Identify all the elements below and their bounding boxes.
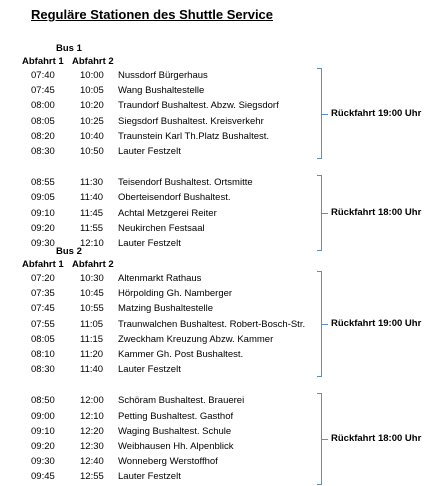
return-group-bracket bbox=[317, 271, 322, 377]
schedule-row bbox=[0, 456, 320, 471]
departure-1-time: 09:10 bbox=[31, 425, 55, 437]
station-name: Zweckham Kreuzung Abzw. Kammer bbox=[118, 333, 274, 345]
return-group-bracket bbox=[317, 175, 322, 251]
station-name: Petting Bushaltest. Gasthof bbox=[118, 410, 234, 422]
station-name: Lauter Festzelt bbox=[118, 146, 181, 157]
departure-1-time: 09:05 bbox=[31, 192, 55, 204]
station-name: Traunstein Karl Th.Platz Bushaltest. bbox=[118, 130, 270, 142]
return-time-label: Rückfahrt 19:00 Uhr bbox=[331, 107, 422, 119]
station-name: Wonneberg Werstoffhof bbox=[118, 456, 218, 468]
departure-1-time: 08:50 bbox=[31, 395, 55, 407]
departure-2-time: 11:40 bbox=[80, 364, 104, 376]
departure-2-time: 11:05 bbox=[80, 318, 104, 330]
column-header-departure-2: Abfahrt 2 bbox=[72, 56, 114, 67]
departure-2-time: 12:10 bbox=[80, 410, 104, 422]
station-name: Weibhausen Hh. Alpenblick bbox=[118, 441, 234, 452]
station-name: Kammer Gh. Post Bushaltest. bbox=[118, 349, 244, 360]
schedule-row bbox=[0, 70, 320, 85]
schedule-row bbox=[0, 208, 320, 223]
departure-2-time: 10:50 bbox=[80, 146, 104, 157]
schedule-row bbox=[0, 319, 320, 334]
return-time-label: Rückfahrt 18:00 Uhr bbox=[331, 207, 422, 219]
return-time-label: Rückfahrt 19:00 Uhr bbox=[331, 318, 422, 330]
departure-1-time: 08:00 bbox=[31, 100, 55, 112]
schedule-row bbox=[0, 288, 320, 303]
schedule-row bbox=[0, 85, 320, 100]
station-name: Achtal Metzgerei Reiter bbox=[118, 207, 217, 219]
station-name: Nussdorf Bürgerhaus bbox=[118, 70, 208, 81]
departure-2-time: 11:30 bbox=[80, 177, 104, 189]
station-name: Altenmarkt Rathaus bbox=[118, 273, 202, 284]
departure-2-time: 11:55 bbox=[80, 222, 104, 234]
station-name: Lauter Festzelt bbox=[118, 238, 181, 249]
departure-2-time: 12:10 bbox=[80, 238, 104, 249]
departure-2-time: 11:45 bbox=[80, 207, 104, 219]
station-name: Siegsdorf Bushaltest. Kreisverkehr bbox=[118, 115, 264, 127]
station-name: Lauter Festzelt bbox=[118, 364, 181, 376]
schedule-row bbox=[0, 349, 320, 364]
departure-1-time: 07:35 bbox=[31, 288, 55, 300]
schedule-row bbox=[0, 364, 320, 379]
departure-1-time: 09:20 bbox=[31, 441, 55, 452]
departure-2-time: 12:55 bbox=[80, 471, 104, 483]
station-name: Traunwalchen Bushaltest. Robert-Bosch-Str. bbox=[118, 318, 306, 330]
departure-1-time: 09:30 bbox=[31, 456, 55, 468]
departure-2-time: 10:55 bbox=[80, 303, 104, 315]
schedule-row bbox=[0, 192, 320, 207]
page-title: Reguläre Stationen des Shuttle Service bbox=[31, 7, 274, 22]
departure-1-time: 08:55 bbox=[31, 177, 55, 189]
departure-1-time: 08:30 bbox=[31, 364, 55, 376]
departure-2-time: 11:20 bbox=[80, 349, 104, 360]
departure-2-time: 11:15 bbox=[80, 333, 104, 345]
departure-2-time: 10:25 bbox=[80, 115, 104, 127]
schedule-row bbox=[0, 223, 320, 238]
departure-2-time: 10:20 bbox=[80, 100, 104, 112]
departure-1-time: 07:55 bbox=[31, 318, 55, 330]
schedule-row bbox=[0, 334, 320, 349]
departure-1-time: 08:30 bbox=[31, 146, 55, 157]
departure-2-time: 12:00 bbox=[80, 395, 104, 407]
schedule-row bbox=[0, 273, 320, 288]
departure-1-time: 08:05 bbox=[31, 333, 55, 345]
departure-2-time: 10:45 bbox=[80, 288, 104, 300]
station-name: Schöram Bushaltest. Brauerei bbox=[118, 395, 245, 407]
departure-1-time: 09:45 bbox=[31, 471, 55, 483]
station-name: Oberteisendorf Bushaltest. bbox=[118, 192, 231, 204]
departure-1-time: 07:45 bbox=[31, 303, 55, 315]
column-header-departure-1: Abfahrt 1 bbox=[22, 259, 64, 270]
schedule-row bbox=[0, 411, 320, 426]
departure-2-time: 10:00 bbox=[80, 70, 104, 81]
departure-2-time: 12:20 bbox=[80, 425, 104, 437]
column-header-departure-2: Abfahrt 2 bbox=[72, 259, 114, 270]
schedule-row bbox=[0, 441, 320, 456]
column-header-departure-1: Abfahrt 1 bbox=[22, 56, 64, 67]
departure-1-time: 08:05 bbox=[31, 115, 55, 127]
departure-2-time: 12:30 bbox=[80, 441, 104, 452]
departure-1-time: 09:00 bbox=[31, 410, 55, 422]
station-name: Matzing Bushaltestelle bbox=[118, 303, 214, 315]
departure-1-time: 08:10 bbox=[31, 349, 55, 360]
return-group-bracket bbox=[317, 393, 322, 484]
departure-1-time: 07:20 bbox=[31, 273, 55, 284]
departure-1-time: 09:30 bbox=[31, 238, 55, 249]
departure-1-time: 09:10 bbox=[31, 207, 55, 219]
schedule-row bbox=[0, 395, 320, 410]
schedule-row bbox=[0, 100, 320, 115]
station-name: Lauter Festzelt bbox=[118, 471, 181, 483]
schedule-row bbox=[0, 131, 320, 146]
bus-label: Bus 1 bbox=[56, 43, 82, 54]
station-name: Neukirchen Festsaal bbox=[118, 222, 205, 234]
return-group-bracket bbox=[317, 68, 322, 159]
departure-1-time: 07:45 bbox=[31, 85, 55, 97]
schedule-row bbox=[0, 116, 320, 131]
schedule-row bbox=[0, 426, 320, 441]
schedule-row bbox=[0, 177, 320, 192]
schedule-row bbox=[0, 471, 320, 486]
station-name: Teisendorf Bushaltest. Ortsmitte bbox=[118, 177, 253, 189]
departure-2-time: 10:40 bbox=[80, 130, 104, 142]
departure-1-time: 08:20 bbox=[31, 130, 55, 142]
station-name: Waging Bushaltest. Schule bbox=[118, 425, 232, 437]
departure-2-time: 10:30 bbox=[80, 273, 104, 284]
departure-1-time: 09:20 bbox=[31, 222, 55, 234]
schedule-row bbox=[0, 146, 320, 161]
station-name: Wang Bushaltestelle bbox=[118, 85, 205, 97]
station-name: Traundorf Bushaltest. Abzw. Siegsdorf bbox=[118, 100, 279, 112]
station-name: Hörpolding Gh. Namberger bbox=[118, 288, 233, 300]
departure-2-time: 11:40 bbox=[80, 192, 104, 204]
departure-2-time: 12:40 bbox=[80, 456, 104, 468]
departure-2-time: 10:05 bbox=[80, 85, 104, 97]
schedule-row bbox=[0, 303, 320, 318]
departure-1-time: 07:40 bbox=[31, 70, 55, 81]
return-time-label: Rückfahrt 18:00 Uhr bbox=[331, 433, 422, 444]
bus-label: Bus 2 bbox=[56, 246, 82, 257]
schedule-row bbox=[0, 238, 320, 253]
